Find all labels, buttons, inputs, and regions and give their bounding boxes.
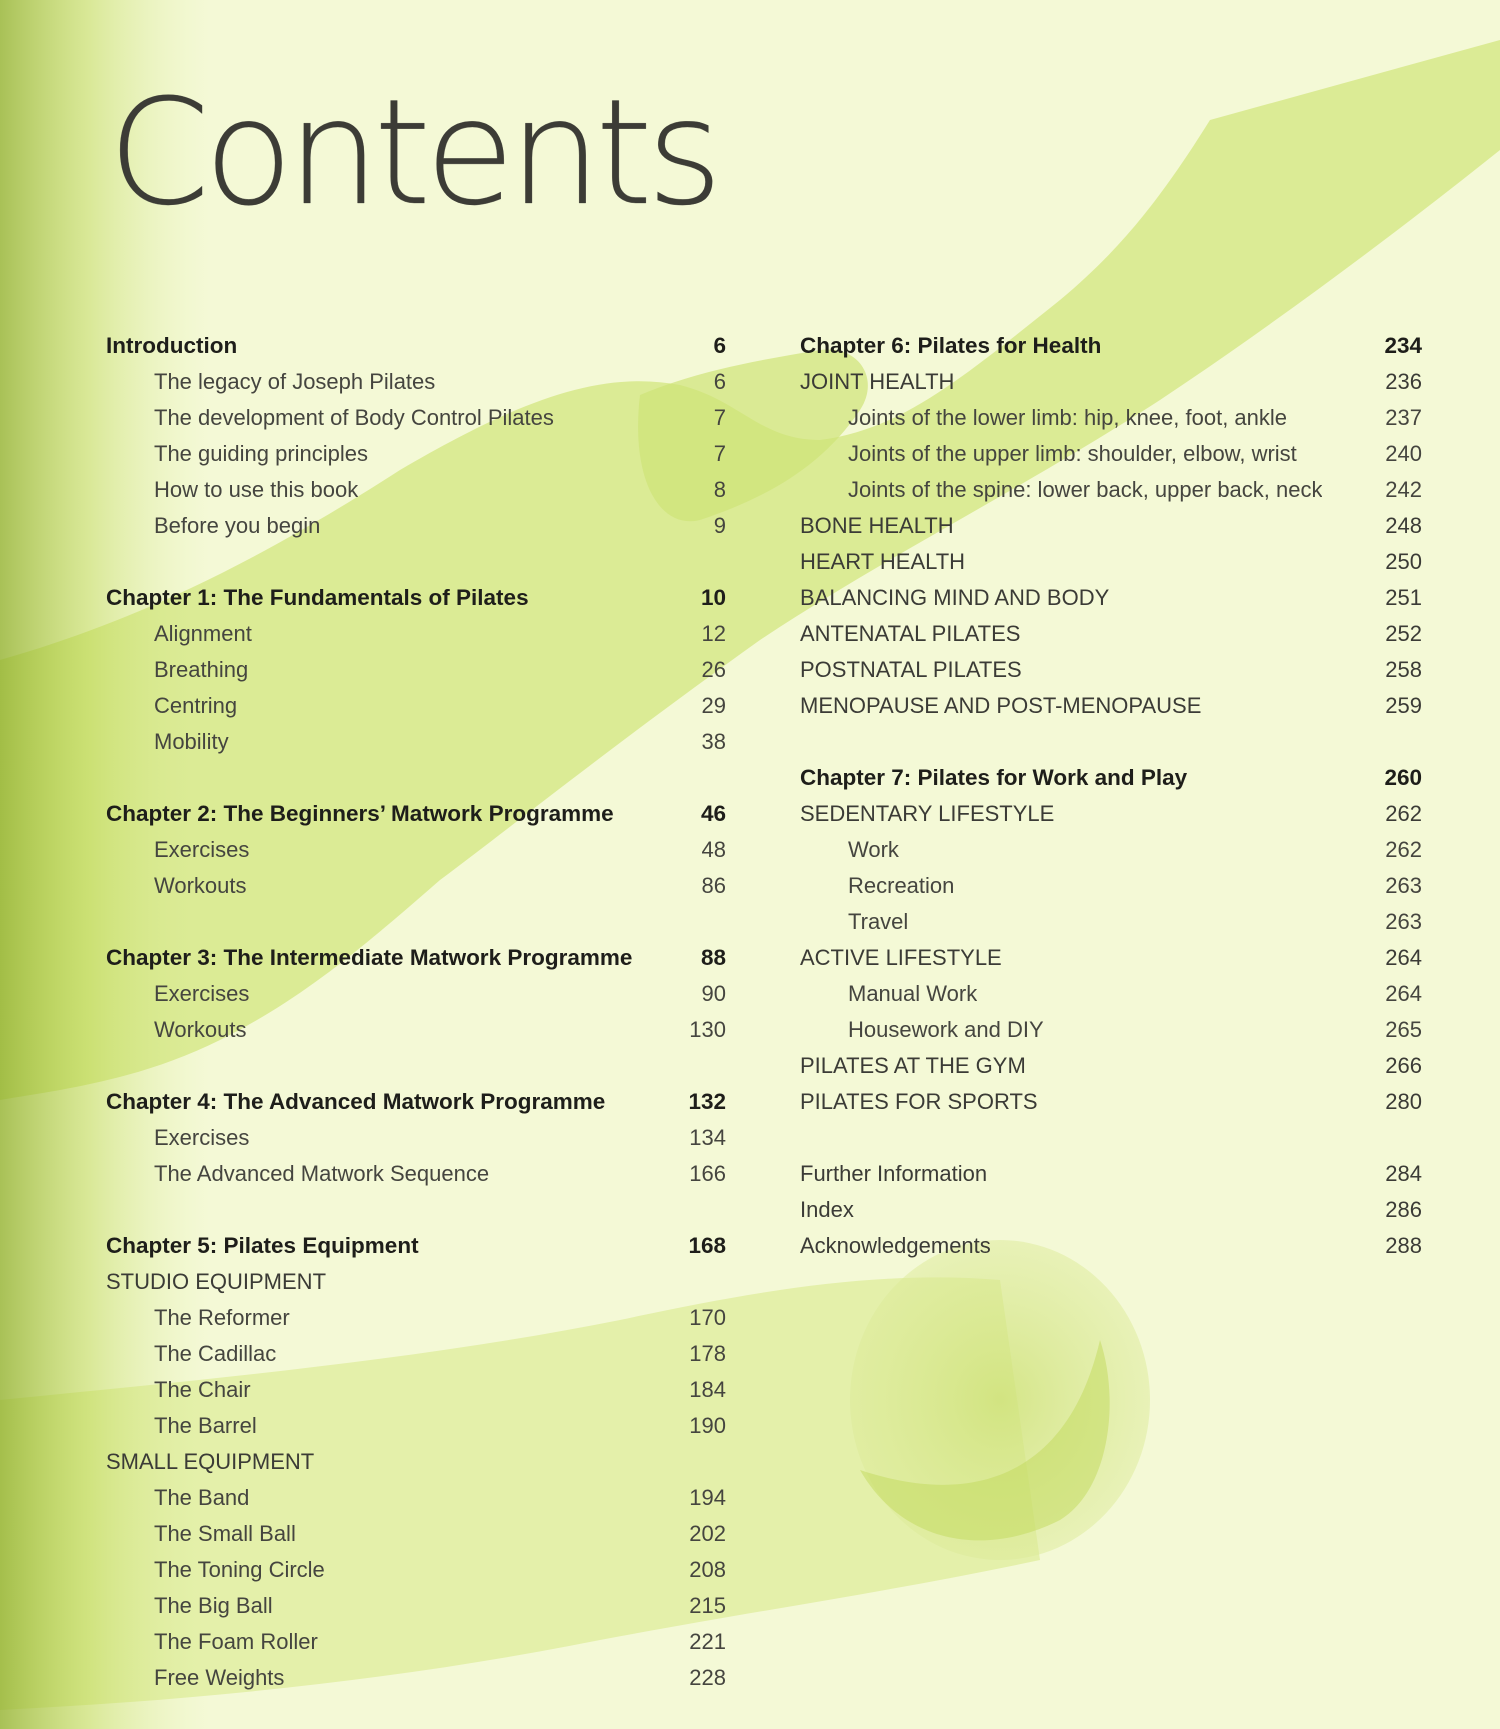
toc-entry-page-number: 10 [700, 585, 726, 610]
toc-entry-sub [106, 1588, 726, 1624]
toc-entry-page-number: 250 [1385, 549, 1422, 574]
toc-entry-title: Further Information [800, 1161, 988, 1186]
toc-entry-page-number: 284 [1385, 1161, 1422, 1186]
toc-entry-title: Exercises [154, 837, 250, 862]
toc-entry-section [106, 1444, 726, 1480]
toc-entry-sub [106, 436, 726, 472]
toc-entry-sub [800, 904, 1422, 940]
toc-entry-page-number: 194 [689, 1485, 726, 1510]
toc-entry-sub [800, 1012, 1422, 1048]
toc-entry-title: The Toning Circle [154, 1557, 325, 1582]
toc-entry-title: Breathing [154, 657, 249, 682]
toc-entry-page-number: 178 [689, 1341, 726, 1366]
toc-entry-title: BONE HEALTH [800, 513, 954, 538]
toc-entry-title: Chapter 3: The Intermediate Matwork Programme [106, 945, 633, 970]
toc-entry-title: The Barrel [154, 1413, 257, 1438]
toc-entry-title: Work [848, 837, 899, 862]
toc-entry-page-number: 248 [1385, 513, 1422, 538]
toc-entry-page-number: 234 [1384, 333, 1422, 358]
toc-entry-sub [800, 400, 1422, 436]
toc-entry-page-number: 168 [688, 1233, 726, 1258]
toc-entry-sub [106, 1372, 726, 1408]
toc-entry-section [800, 364, 1422, 400]
toc-entry-page-number: 242 [1385, 477, 1422, 502]
toc-entry-sub [106, 616, 726, 652]
toc-entry-sub [106, 1156, 726, 1192]
toc-entry-page-number: 88 [700, 945, 726, 970]
toc-entry-page-number: 259 [1385, 693, 1422, 718]
toc-entry-title: Introduction [106, 333, 238, 358]
toc-entry-chapter [106, 580, 726, 616]
toc-entry-page-number: 130 [689, 1017, 726, 1042]
toc-entry-page-number: 215 [689, 1593, 726, 1618]
toc-entry-section [800, 1228, 1422, 1264]
toc-entry-title: JOINT HEALTH [800, 369, 955, 394]
toc-entry-title: Workouts [154, 1017, 247, 1042]
toc-entry-page-number: 48 [701, 837, 726, 862]
toc-entry-page-number: 264 [1385, 945, 1422, 970]
toc-entry-page-number: 46 [700, 801, 726, 826]
toc-entry-section [800, 940, 1422, 976]
toc-entry-sub [106, 688, 726, 724]
toc-entry-title: Centring [154, 693, 238, 718]
toc-entry-title: Exercises [154, 981, 250, 1006]
toc-entry-sub [800, 472, 1422, 508]
toc-entry-chapter [106, 328, 726, 364]
toc-entry-sub [106, 868, 726, 904]
toc-entry-title: The Band [154, 1485, 250, 1510]
toc-entry-sub [106, 1300, 726, 1336]
toc-entry-title: PILATES AT THE GYM [800, 1053, 1026, 1078]
toc-entry-title: The Big Ball [154, 1593, 273, 1618]
toc-entry-page-number: 236 [1385, 369, 1422, 394]
toc-entry-page-number: 237 [1385, 405, 1422, 430]
toc-entry-sub [106, 1660, 726, 1696]
toc-entry-page-number: 265 [1385, 1017, 1422, 1042]
toc-entry-title: SEDENTARY LIFESTYLE [800, 801, 1055, 826]
toc-entry-title: Chapter 5: Pilates Equipment [106, 1233, 419, 1258]
toc-entry-page-number: 262 [1385, 801, 1422, 826]
toc-entry-section [800, 580, 1422, 616]
toc-entry-page-number: 208 [689, 1557, 726, 1582]
toc-entry-page-number: 6 [713, 333, 726, 358]
toc-entry-title: Chapter 2: The Beginners’ Matwork Programme [106, 801, 614, 826]
toc-entry-page-number: 8 [713, 477, 726, 502]
toc-entry-title: POSTNATAL PILATES [800, 657, 1022, 682]
toc-entry-page-number: 251 [1385, 585, 1422, 610]
toc-entry-page-number: 280 [1385, 1089, 1422, 1114]
toc-entry-sub [106, 1408, 726, 1444]
toc-entry-page-number: 12 [701, 621, 726, 646]
toc-entry-chapter [106, 1228, 726, 1264]
toc-entry-sub [800, 976, 1422, 1012]
toc-entry-sub [106, 1516, 726, 1552]
toc-entry-title: Joints of the spine: lower back, upper back, neck [848, 477, 1323, 502]
toc-entry-sub [106, 508, 726, 544]
toc-entry-title: The Chair [154, 1377, 251, 1402]
toc-entry-title: Joints of the lower limb: hip, knee, foot, ankle [848, 405, 1288, 430]
toc-entry-section [800, 1192, 1422, 1228]
toc-entry-page-number: 90 [701, 981, 726, 1006]
toc-entry-page-number: 263 [1385, 909, 1422, 934]
toc-entry-title: MENOPAUSE AND POST-MENOPAUSE [800, 693, 1202, 718]
toc-entry-sub [106, 1480, 726, 1516]
toc-entry-page-number: 7 [713, 405, 726, 430]
toc-entry-page-number: 6 [713, 369, 726, 394]
toc-entry-page-number: 260 [1384, 765, 1422, 790]
toc-entry-sub [106, 652, 726, 688]
toc-entry-title: Workouts [154, 873, 247, 898]
toc-entry-page-number: 7 [713, 441, 726, 466]
toc-entry-title: The Small Ball [154, 1521, 296, 1546]
toc-entry-section [800, 1048, 1422, 1084]
toc-entry-chapter [106, 796, 726, 832]
toc-entry-sub [106, 1336, 726, 1372]
toc-entry-page-number: 266 [1385, 1053, 1422, 1078]
toc-entry-page-number: 258 [1385, 657, 1422, 682]
toc-entry-chapter [800, 760, 1422, 796]
toc-entry-page-number: 134 [689, 1125, 726, 1150]
toc-entry-title: Travel [848, 909, 909, 934]
toc-entry-title: The Advanced Matwork Sequence [154, 1161, 490, 1186]
toc-entry-title: BALANCING MIND AND BODY [800, 585, 1110, 610]
toc-entry-title: HEART HEALTH [800, 549, 966, 574]
toc-entry-section [800, 508, 1422, 544]
toc-entry-title: The legacy of Joseph Pilates [154, 369, 436, 394]
toc-entry-sub [106, 1120, 726, 1156]
toc-entry-page-number: 262 [1385, 837, 1422, 862]
toc-entry-page-number: 38 [701, 729, 726, 754]
toc-entry-page-number: 170 [689, 1305, 726, 1330]
toc-entry-sub [106, 976, 726, 1012]
toc-entry-page-number: 184 [689, 1377, 726, 1402]
toc-entry-page-number: 29 [701, 693, 726, 718]
toc-entry-sub [800, 436, 1422, 472]
toc-entry-title: ANTENATAL PILATES [800, 621, 1021, 646]
toc-entry-title: Joints of the upper limb: shoulder, elbow, wrist [848, 441, 1297, 466]
toc-entry-sub [106, 724, 726, 760]
toc-entry-title: The Foam Roller [154, 1629, 318, 1654]
toc-entry-page-number: 240 [1385, 441, 1422, 466]
toc-entry-title: Housework and DIY [848, 1017, 1044, 1042]
toc-entry-sub [106, 832, 726, 868]
toc-entry-section [800, 688, 1422, 724]
toc-entry-chapter [106, 940, 726, 976]
toc-entry-page-number: 286 [1385, 1197, 1422, 1222]
toc-entry-title: Index [800, 1197, 854, 1222]
toc-entry-title: Free Weights [154, 1665, 285, 1690]
toc-entry-sub [800, 832, 1422, 868]
toc-entry-section [106, 1264, 726, 1300]
toc-column-left [106, 328, 726, 1696]
toc-entry-chapter [800, 328, 1422, 364]
toc-entry-page-number: 288 [1385, 1233, 1422, 1258]
toc-entry-page-number: 228 [689, 1665, 726, 1690]
toc-entry-section [800, 652, 1422, 688]
toc-entry-title: Exercises [154, 1125, 250, 1150]
toc-entry-chapter [106, 1084, 726, 1120]
toc-entry-title: Chapter 1: The Fundamentals of Pilates [106, 585, 529, 610]
toc-entry-title: Recreation [848, 873, 955, 898]
toc-entry-title: Mobility [154, 729, 229, 754]
toc-entry-title: The Cadillac [154, 1341, 277, 1366]
toc-entry-title: The Reformer [154, 1305, 290, 1330]
toc-entry-sub [800, 868, 1422, 904]
toc-entry-section [800, 616, 1422, 652]
toc-entry-title: Alignment [154, 621, 252, 646]
toc-entry-page-number: 263 [1385, 873, 1422, 898]
toc-entry-sub [106, 400, 726, 436]
toc-entry-page-number: 202 [689, 1521, 726, 1546]
toc-entry-title: PILATES FOR SPORTS [800, 1089, 1038, 1114]
toc-entry-title: SMALL EQUIPMENT [106, 1449, 315, 1474]
toc-entry-title: ACTIVE LIFESTYLE [800, 945, 1002, 970]
page-title: Contents [108, 68, 717, 238]
toc-entry-section [800, 1084, 1422, 1120]
toc-entry-title: How to use this book [154, 477, 359, 502]
toc-entry-title: Acknowledgements [800, 1233, 991, 1258]
toc-entry-sub [106, 1624, 726, 1660]
toc-entry-section [800, 796, 1422, 832]
toc-entry-section [800, 544, 1422, 580]
toc-entry-sub [106, 472, 726, 508]
toc-entry-title: Chapter 7: Pilates for Work and Play [800, 765, 1188, 790]
toc-column-right [800, 328, 1422, 1264]
toc-entry-title: The development of Body Control Pilates [154, 405, 554, 430]
toc-entry-sub [106, 1012, 726, 1048]
toc-entry-sub [106, 1552, 726, 1588]
toc-entry-page-number: 9 [713, 513, 726, 538]
toc-entry-title: Chapter 6: Pilates for Health [800, 333, 1102, 358]
toc-entry-page-number: 221 [689, 1629, 726, 1654]
toc-entry-sub [106, 364, 726, 400]
toc-entry-page-number: 166 [689, 1161, 726, 1186]
toc-entry-title: Before you begin [154, 513, 321, 538]
toc-entry-title: STUDIO EQUIPMENT [106, 1269, 327, 1294]
toc-entry-page-number: 86 [701, 873, 726, 898]
toc-entry-title: Manual Work [848, 981, 978, 1006]
toc-entry-page-number: 26 [701, 657, 726, 682]
toc-entry-title: The guiding principles [154, 441, 369, 466]
toc-entry-section [800, 1156, 1422, 1192]
toc-entry-title: Chapter 4: The Advanced Matwork Programme [106, 1089, 606, 1114]
toc-entry-page-number: 190 [689, 1413, 726, 1438]
toc-entry-page-number: 252 [1385, 621, 1422, 646]
toc-entry-page-number: 264 [1385, 981, 1422, 1006]
toc-entry-page-number: 132 [688, 1089, 726, 1114]
